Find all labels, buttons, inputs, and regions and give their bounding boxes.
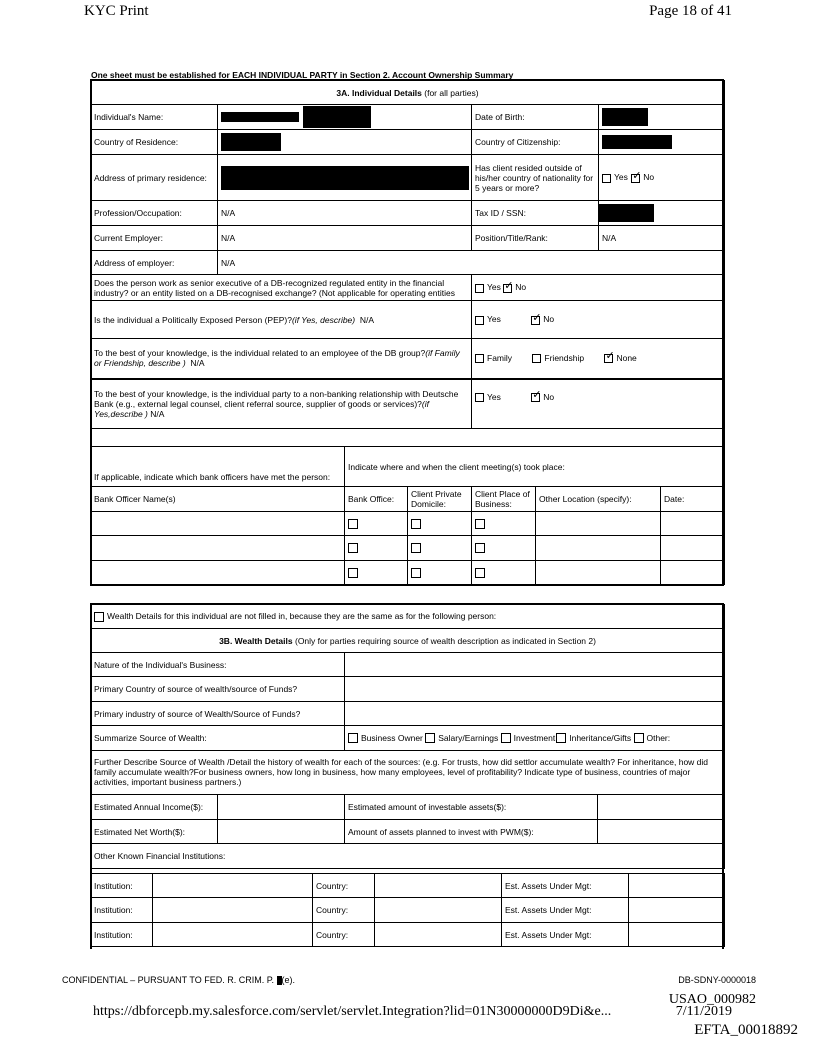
checkbox-no-checked[interactable]: [531, 316, 540, 325]
pep-answer: Yes ✓ No: [472, 301, 725, 339]
investable-assets-field[interactable]: [598, 795, 725, 820]
primary-industry-label: Primary industry of source of Wealth/Source of Funds?: [91, 702, 345, 726]
net-worth-label: Estimated Net Worth($):: [91, 820, 218, 844]
checkbox-same-as[interactable]: [94, 612, 104, 622]
checkbox-business-owner[interactable]: [348, 733, 358, 743]
assets-pwm-label: Amount of assets planned to invest with PWM($):: [345, 820, 598, 844]
summarize-wealth-options: Business Owner Salary/Earnings Investment Inheritance/Gifts Other:: [345, 726, 725, 751]
country-citizenship-value: [599, 130, 725, 155]
checkbox-place-business[interactable]: [475, 568, 485, 578]
doc-id: DB-SDNY-0000018: [678, 975, 756, 985]
checkbox-yes[interactable]: [475, 316, 484, 325]
nonbanking-answer: Yes ✓ No: [472, 379, 725, 429]
position-label: Position/Title/Rank:: [472, 226, 599, 251]
officer-name-field[interactable]: [91, 536, 345, 561]
address-value: [218, 155, 472, 201]
further-describe-text: Further Describe Source of Wealth /Detail the history of wealth for each of the sources: (e.g. For trusts, how did settlor accumulate wealth? For inheritance, how did family accumulate wealth?For business owners, how long in business, how many employees, level of profitability? Indicate type of business, countries of major activities, important business partners.): [91, 751, 725, 795]
redaction: [602, 108, 648, 126]
institution-row: [91, 898, 725, 923]
annual-income-field[interactable]: [218, 795, 345, 820]
meeting-row: [91, 561, 725, 585]
col-header-private-domicile: Client Private Domicile:: [408, 487, 472, 512]
instruction-text: One sheet must be established for EACH INDIVIDUAL PARTY in Section 2. Account Ownership Summary: [91, 70, 514, 80]
officer-name-field[interactable]: [91, 561, 345, 585]
dob-label: Date of Birth:: [472, 105, 599, 130]
checkbox-private-domicile[interactable]: [411, 568, 421, 578]
source-url[interactable]: https://dbforcepb.my.salesforce.com/servlet/servlet.Integration?lid=01N30000000D9Di&e...: [93, 1004, 612, 1019]
date-field[interactable]: [661, 561, 725, 585]
checkbox-yes[interactable]: [475, 284, 484, 293]
redaction: [237, 112, 299, 122]
net-worth-field[interactable]: [218, 820, 345, 844]
assets-under-mgt-field[interactable]: [629, 923, 725, 947]
nature-business-field[interactable]: [345, 653, 725, 677]
country-label: Country:: [313, 923, 375, 947]
assets-under-mgt-label: Est. Assets Under Mgt:: [502, 874, 629, 898]
institution-label: Institution:: [91, 898, 153, 923]
assets-under-mgt-field[interactable]: [629, 874, 725, 898]
redaction: [602, 135, 672, 149]
position-value: N/A: [599, 226, 725, 251]
senior-exec-answer: Yes ✓ No: [472, 275, 725, 301]
checkbox-other[interactable]: [634, 733, 644, 743]
col-header-bank-office: Bank Office:: [345, 487, 408, 512]
country-label: Country:: [313, 874, 375, 898]
checkbox-private-domicile[interactable]: [411, 543, 421, 553]
assets-under-mgt-label: Est. Assets Under Mgt:: [502, 898, 629, 923]
officer-name-field[interactable]: [91, 512, 345, 536]
checkbox-yes[interactable]: [475, 393, 484, 402]
redaction: [303, 106, 371, 128]
resided-outside-answer: Yes ✓ No: [599, 155, 725, 201]
resided-outside-question: Has client resided outside of his/her country of nationality for 5 years or more?: [472, 155, 599, 201]
profession-label: Profession/Occupation:: [91, 201, 218, 226]
institution-row: [91, 923, 725, 947]
checkbox-investment[interactable]: [501, 733, 511, 743]
assets-pwm-field[interactable]: [598, 820, 725, 844]
summarize-wealth-label: Summarize Source of Wealth:: [91, 726, 345, 751]
profession-value: N/A: [218, 201, 472, 226]
institutions-table: [90, 873, 725, 947]
assets-under-mgt-field[interactable]: [629, 898, 725, 923]
country-field[interactable]: [375, 874, 502, 898]
redaction: [221, 112, 237, 122]
meeting-row: [91, 536, 725, 561]
country-field[interactable]: [375, 898, 502, 923]
checkbox-no-checked[interactable]: [503, 284, 512, 293]
checkbox-bank-office[interactable]: [348, 543, 358, 553]
other-location-field[interactable]: [536, 512, 661, 536]
institution-field[interactable]: [153, 874, 313, 898]
col-header-officer: Bank Officer Name(s): [91, 487, 345, 512]
country-citizenship-label: Country of Citizenship:: [472, 130, 599, 155]
country-field[interactable]: [375, 923, 502, 947]
page-header-title: KYC Print: [84, 3, 149, 19]
checkbox-bank-office[interactable]: [348, 568, 358, 578]
checkbox-bank-office[interactable]: [348, 519, 358, 529]
checkbox-place-business[interactable]: [475, 543, 485, 553]
redaction: [599, 204, 655, 222]
related-answer: Family Friendship ✓ None: [472, 339, 725, 379]
individual-name-label: Individual's Name:: [91, 105, 218, 130]
other-location-field[interactable]: [536, 561, 661, 585]
taxid-value: [599, 201, 725, 226]
country-residence-label: Country of Residence:: [91, 130, 218, 155]
print-date: 7/11/2019: [675, 1004, 732, 1019]
institution-label: Institution:: [91, 874, 153, 898]
wealth-same-as-note: Wealth Details for this individual are not filled in, because they are the same as for the following person:: [91, 605, 725, 629]
institution-label: Institution:: [91, 923, 153, 947]
checkbox-friendship[interactable]: [532, 354, 541, 363]
checkbox-no-checked[interactable]: [631, 174, 640, 183]
taxid-label: Tax ID / SSN:: [472, 201, 599, 226]
employer-address-value: N/A: [218, 251, 725, 275]
meeting-table: [90, 446, 725, 585]
primary-country-field[interactable]: [345, 677, 725, 702]
checkbox-family[interactable]: [475, 354, 484, 363]
meeting-where-question: Indicate where and when the client meeting(s) took place:: [345, 447, 725, 487]
checkbox-none-checked[interactable]: [604, 354, 613, 363]
checkbox-inheritance[interactable]: [556, 733, 566, 743]
other-institutions-label: Other Known Financial Institutions:: [91, 844, 725, 869]
institution-field[interactable]: [153, 923, 313, 947]
related-question: To the best of your knowledge, is the individual related to an employee of the DB group?(if Family or Friendship, describe ) N/A: [91, 339, 472, 379]
confidential-notice: CONFIDENTIAL – PURSUANT TO FED. R. CRIM. P. (e).: [62, 975, 296, 985]
institution-field[interactable]: [153, 898, 313, 923]
other-location-field[interactable]: [536, 536, 661, 561]
bank-officers-question: If applicable, indicate which bank officers have met the person:: [91, 447, 345, 487]
redaction: [221, 133, 281, 151]
checkbox-place-business[interactable]: [475, 519, 485, 529]
checkbox-private-domicile[interactable]: [411, 519, 421, 529]
checkbox-no-checked[interactable]: [531, 393, 540, 402]
section-3b-title: 3B. Wealth Details (Only for parties requiring source of wealth description as indicated in Section 2): [91, 629, 725, 653]
pep-question: Is the individual a Politically Exposed Person (PEP)?(if Yes, describe) N/A: [91, 301, 472, 339]
efta-id: EFTA_00018892: [694, 1022, 798, 1038]
dob-value: [599, 105, 725, 130]
usao-stamp: USAO_000982: [668, 992, 756, 1007]
nonbanking-question: To the best of your knowledge, is the individual party to a non-banking relationship with Deutsche Bank (e.g., external legal counsel, client referral source, supplier of goods or services)?(if Yes,describe ) N/A: [91, 379, 472, 429]
primary-industry-field[interactable]: [345, 702, 725, 726]
checkbox-yes[interactable]: [602, 174, 611, 183]
nature-business-label: Nature of the Individual's Business:: [91, 653, 345, 677]
primary-country-label: Primary Country of source of wealth/source of Funds?: [91, 677, 345, 702]
employer-value: N/A: [218, 226, 472, 251]
meeting-row: [91, 512, 725, 536]
date-field[interactable]: [661, 512, 725, 536]
section-3a-title: 3A. Individual Details (for all parties): [91, 81, 725, 105]
country-label: Country:: [313, 898, 375, 923]
date-field[interactable]: [661, 536, 725, 561]
col-header-other-location: Other Location (specify):: [536, 487, 661, 512]
checkbox-salary[interactable]: [425, 733, 435, 743]
section-3b-table: [90, 604, 725, 869]
country-residence-value: [218, 130, 472, 155]
address-label: Address of primary residence:: [91, 155, 218, 201]
employer-address-label: Address of employer:: [91, 251, 218, 275]
section-3a-table: [90, 80, 725, 453]
col-header-place-business: Client Place of Business:: [472, 487, 536, 512]
redaction: [221, 166, 469, 190]
senior-exec-question: Does the person work as senior executive of a DB-recognized regulated entity in the financial industry? or an entity listed on a DB-recognised exchange? (Not applicable for operating entities: [91, 275, 472, 301]
employer-label: Current Employer:: [91, 226, 218, 251]
annual-income-label: Estimated Annual Income($):: [91, 795, 218, 820]
institution-row: [91, 874, 725, 898]
page-number: Page 18 of 41: [649, 3, 732, 19]
investable-assets-label: Estimated amount of investable assets($):: [345, 795, 598, 820]
assets-under-mgt-label: Est. Assets Under Mgt:: [502, 923, 629, 947]
individual-name-value: [218, 105, 472, 130]
col-header-date: Date:: [661, 487, 725, 512]
